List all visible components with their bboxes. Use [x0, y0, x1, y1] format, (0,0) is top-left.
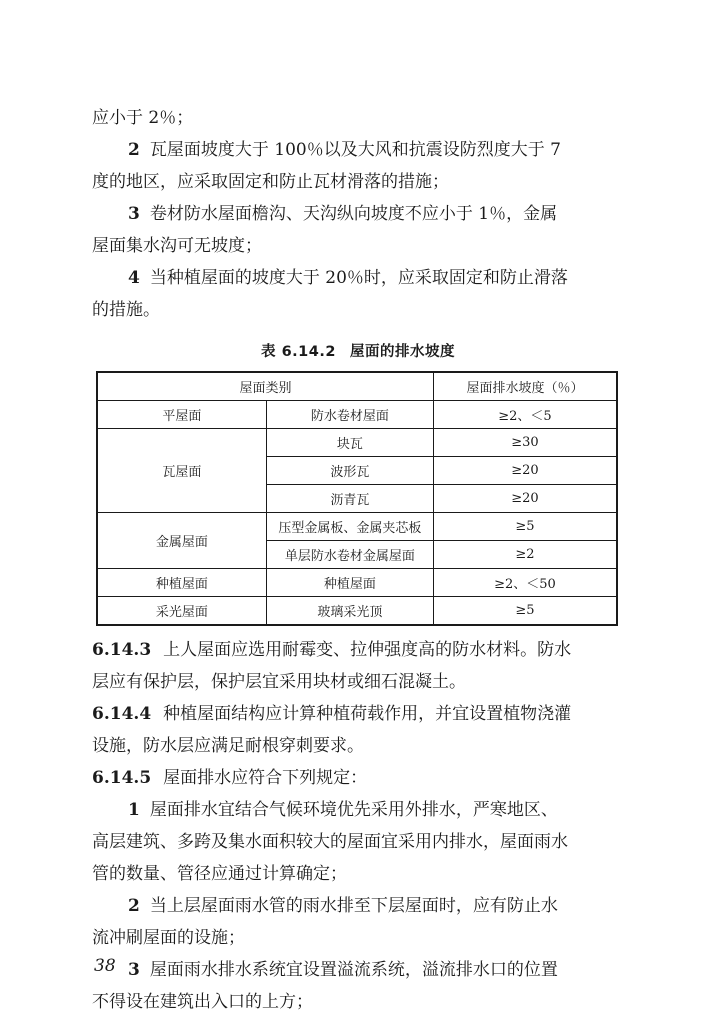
item-number: 3	[128, 960, 140, 980]
roof-category-cell: 瓦屋面	[97, 429, 266, 513]
text-line	[92, 634, 624, 666]
line-text: 当种植屋面的坡度大于 20％时，应采取固定和防止滑落	[149, 268, 568, 288]
line-text: 当上层屋面雨水管的雨水排至下层屋面时，应有防止水	[149, 896, 558, 916]
table-row	[97, 401, 617, 429]
roof-subtype-cell: 块瓦	[266, 429, 433, 457]
line-text: 不得设在建筑出入口的上方；	[92, 992, 313, 1012]
roof-category-cell: 平屋面	[97, 401, 266, 429]
line-text: 屋面排水应符合下列规定：	[163, 768, 368, 788]
roof-subtype-cell: 单层防水卷材金属屋面	[266, 541, 433, 569]
text-line	[92, 954, 624, 986]
table-title: 屋面的排水坡度	[349, 344, 455, 360]
slope-value-cell: ≥20	[433, 457, 617, 485]
table-row	[97, 513, 617, 541]
line-text: 层应有保护层，保护层宜采用块材或细石混凝土。	[92, 672, 466, 692]
table-header-row	[97, 372, 617, 401]
table-row	[97, 569, 617, 597]
text-line	[92, 922, 624, 954]
item-number: 3	[128, 204, 140, 224]
line-text: 上人屋面应选用耐霉变、拉伸强度高的防水材料。防水	[163, 640, 572, 660]
line-text: 的措施。	[92, 300, 160, 320]
line-text: 度的地区，应采取固定和防止瓦材滑落的措施；	[92, 172, 449, 192]
line-text: 高层建筑、多跨及集水面积较大的屋面宜采用内排水，屋面雨水	[92, 832, 568, 852]
roof-subtype-cell: 波形瓦	[266, 457, 433, 485]
text-line	[92, 858, 624, 890]
header-drainage-slope: 屋面排水坡度（％）	[433, 372, 617, 401]
clause-number: 6.14.5	[92, 768, 152, 788]
roof-category-cell: 金属屋面	[97, 513, 266, 569]
drainage-slope-table	[96, 371, 618, 626]
table-caption	[92, 340, 624, 361]
slope-value-cell: ≥5	[433, 513, 617, 541]
line-text: 瓦屋面坡度大于 100％以及大风和抗震设防烈度大于 7	[149, 140, 561, 160]
text-line	[92, 198, 624, 230]
text-line	[92, 134, 624, 166]
line-text: 屋面排水宜结合气候环境优先采用外排水，严寒地区、	[149, 800, 558, 820]
line-text: 卷材防水屋面檐沟、天沟纵向坡度不应小于 1％，金属	[149, 204, 558, 224]
text-line	[92, 762, 624, 794]
text-line	[92, 986, 624, 1018]
text-line	[92, 730, 624, 762]
slope-value-cell: ≥2、＜5	[433, 401, 617, 429]
roof-category-cell: 采光屋面	[97, 597, 266, 626]
text-line	[92, 794, 624, 826]
clause-number: 6.14.4	[92, 704, 152, 724]
header-roof-category: 屋面类别	[97, 372, 433, 401]
text-line	[92, 166, 624, 198]
text-line	[92, 102, 624, 134]
roof-subtype-cell: 种植屋面	[266, 569, 433, 597]
slope-value-cell: ≥2、＜50	[433, 569, 617, 597]
table-row	[97, 597, 617, 626]
roof-subtype-cell: 沥青瓦	[266, 485, 433, 513]
table-number: 表 6.14.2	[261, 344, 336, 360]
roof-subtype-cell: 压型金属板、金属夹芯板	[266, 513, 433, 541]
line-text: 流冲刷屋面的设施；	[92, 928, 245, 948]
line-text: 屋面雨水排水系统宜设置溢流系统，溢流排水口的位置	[149, 960, 558, 980]
slope-value-cell: ≥20	[433, 485, 617, 513]
table-body	[97, 401, 617, 626]
text-line	[92, 262, 624, 294]
slope-value-cell: ≥2	[433, 541, 617, 569]
text-line	[92, 826, 624, 858]
line-text: 种植屋面结构应计算种植荷载作用，并宜设置植物浇灌	[163, 704, 572, 724]
text-line	[92, 294, 624, 326]
roof-subtype-cell: 防水卷材屋面	[266, 401, 433, 429]
item-number: 4	[128, 268, 140, 288]
line-text: 设施，防水层应满足耐根穿刺要求。	[92, 736, 364, 756]
table-row	[97, 429, 617, 457]
slope-value-cell: ≥30	[433, 429, 617, 457]
document-page	[92, 102, 624, 1018]
clause-number: 6.14.3	[92, 640, 152, 660]
page-number: 38	[94, 956, 116, 976]
body-text-bottom	[92, 634, 624, 1018]
text-line	[92, 666, 624, 698]
text-line	[92, 698, 624, 730]
item-number: 1	[128, 800, 140, 820]
line-text: 屋面集水沟可无坡度；	[92, 236, 262, 256]
line-text: 管的数量、管径应通过计算确定；	[92, 864, 347, 884]
text-line	[92, 230, 624, 262]
roof-category-cell: 种植屋面	[97, 569, 266, 597]
item-number: 2	[128, 896, 140, 916]
text-line	[92, 890, 624, 922]
body-text-top	[92, 102, 624, 326]
roof-subtype-cell: 玻璃采光顶	[266, 597, 433, 626]
slope-value-cell: ≥5	[433, 597, 617, 626]
line-text: 应小于 2％；	[92, 108, 194, 128]
item-number: 2	[128, 140, 140, 160]
